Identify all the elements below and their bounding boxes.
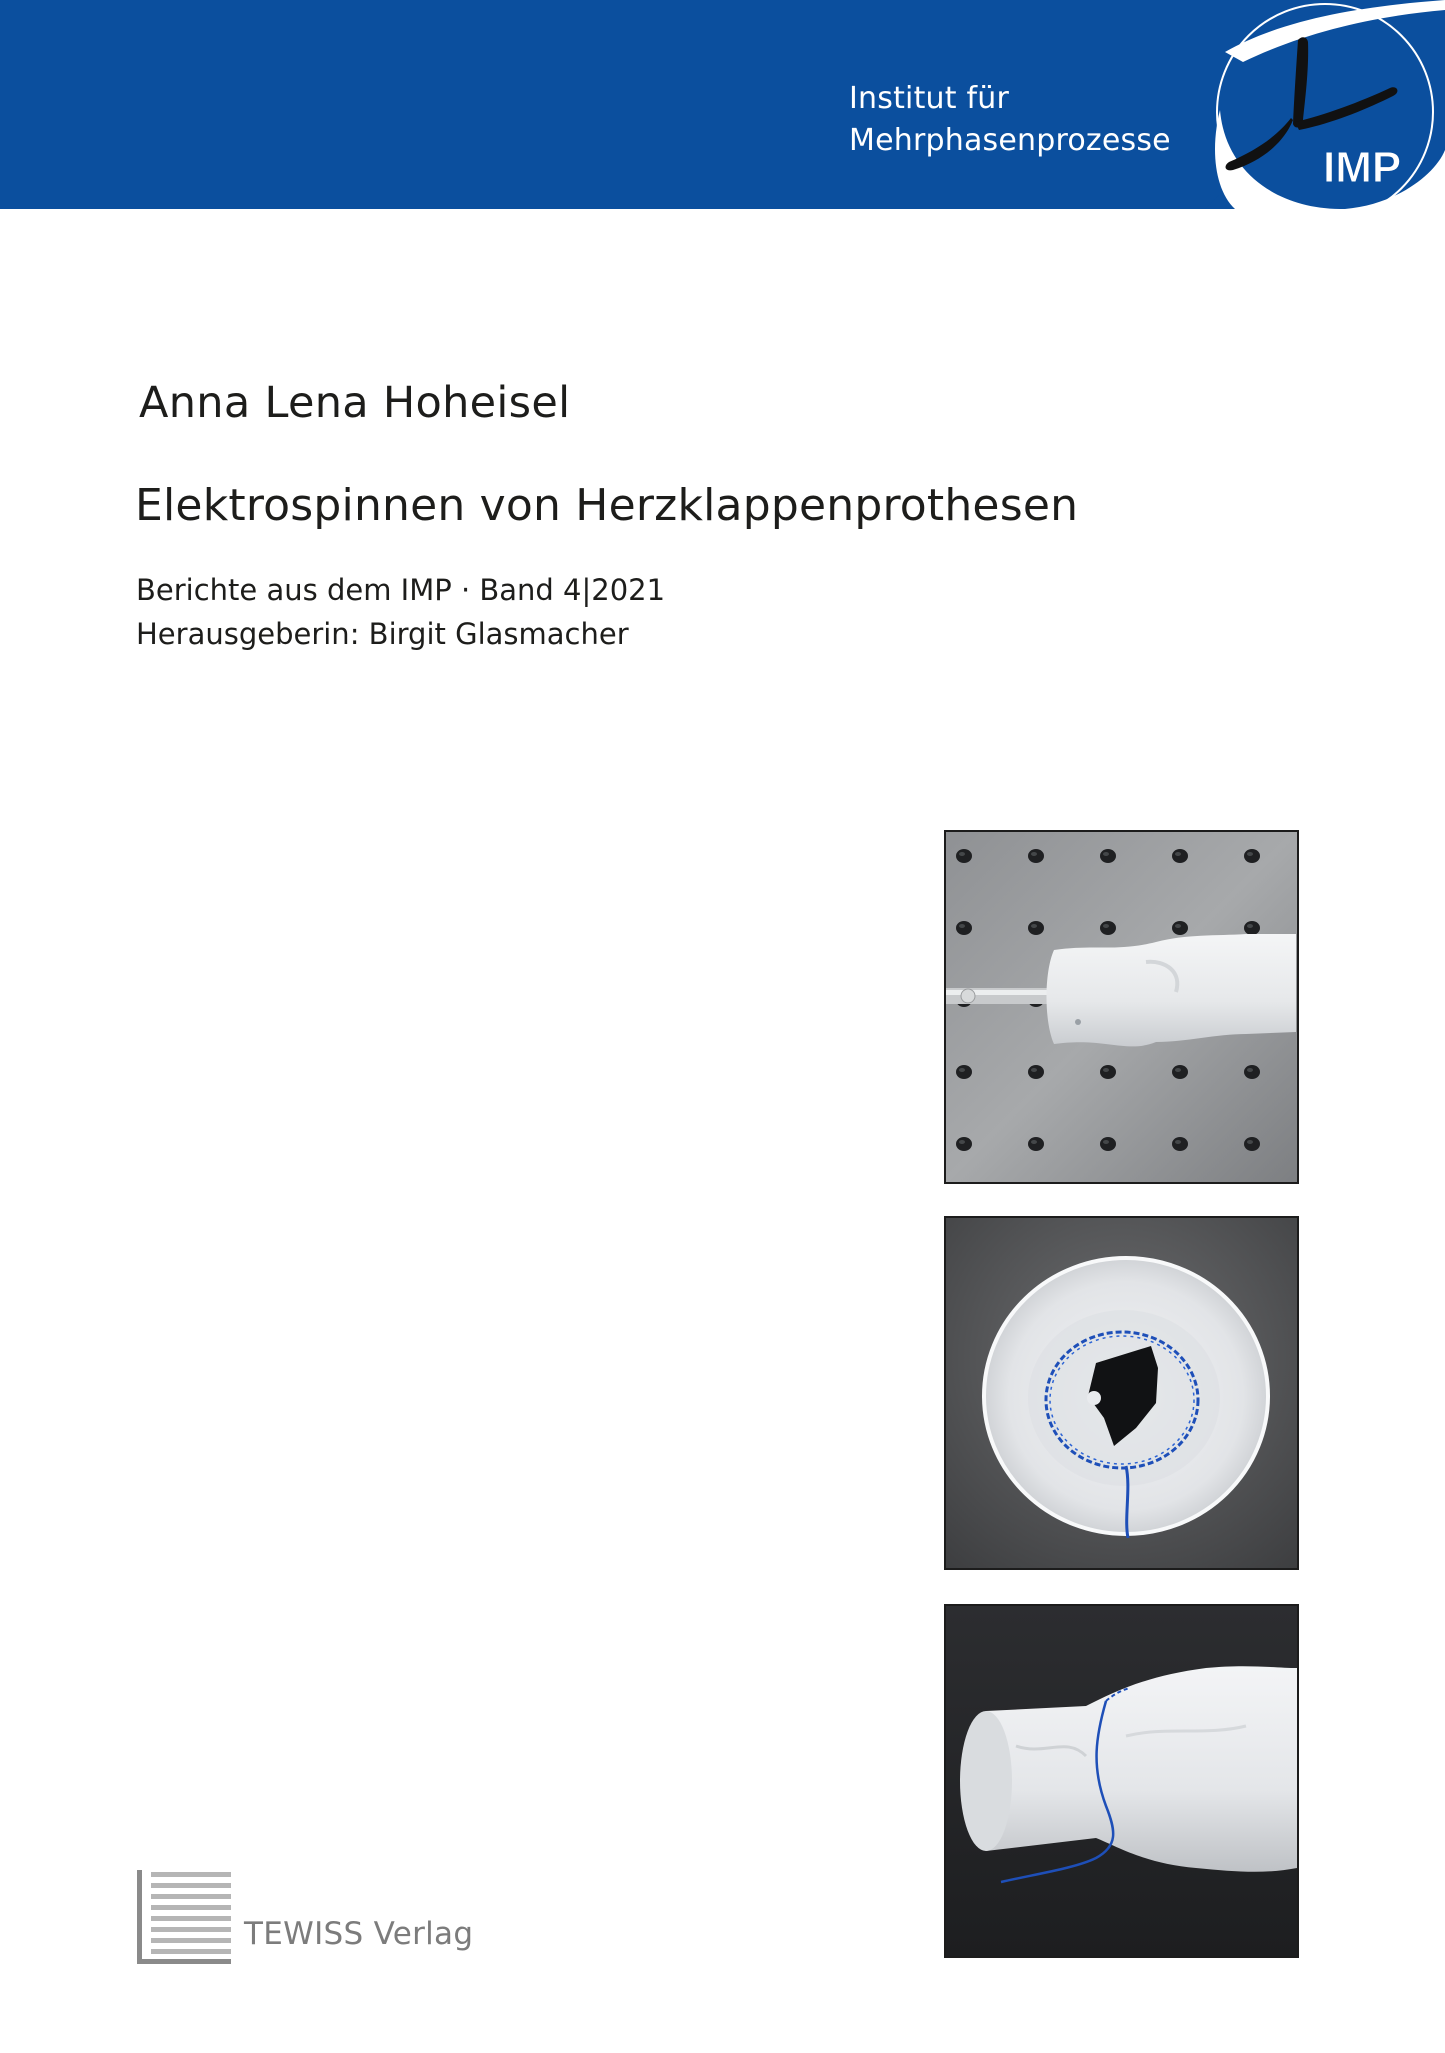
imp-logo-icon — [1195, 0, 1445, 209]
header-band — [0, 0, 1445, 209]
book-title: Elektrospinnen von Herzklappenprothesen — [135, 480, 1079, 531]
stitched-valve-prosthesis-photo — [944, 1604, 1299, 1958]
institute-name-line1: Institut für — [849, 81, 1009, 116]
valve-inner-view-photo — [944, 1216, 1299, 1570]
institute-name-line2: Mehrphasenprozesse — [849, 123, 1171, 158]
series-line: Berichte aus dem IMP · Band 4|2021 — [136, 573, 666, 607]
institute-name — [849, 78, 1171, 162]
imp-logo-text: IMP — [1323, 143, 1402, 192]
series-info — [136, 568, 665, 656]
author-name: Anna Lena Hoheisel — [139, 378, 571, 428]
stacked-lines-icon — [137, 1870, 231, 1964]
publisher-name: TEWISS Verlag — [244, 1916, 474, 1952]
editor-line: Herausgeberin: Birgit Glasmacher — [136, 617, 629, 651]
electrospun-tube-on-mandrel-photo — [944, 830, 1299, 1184]
